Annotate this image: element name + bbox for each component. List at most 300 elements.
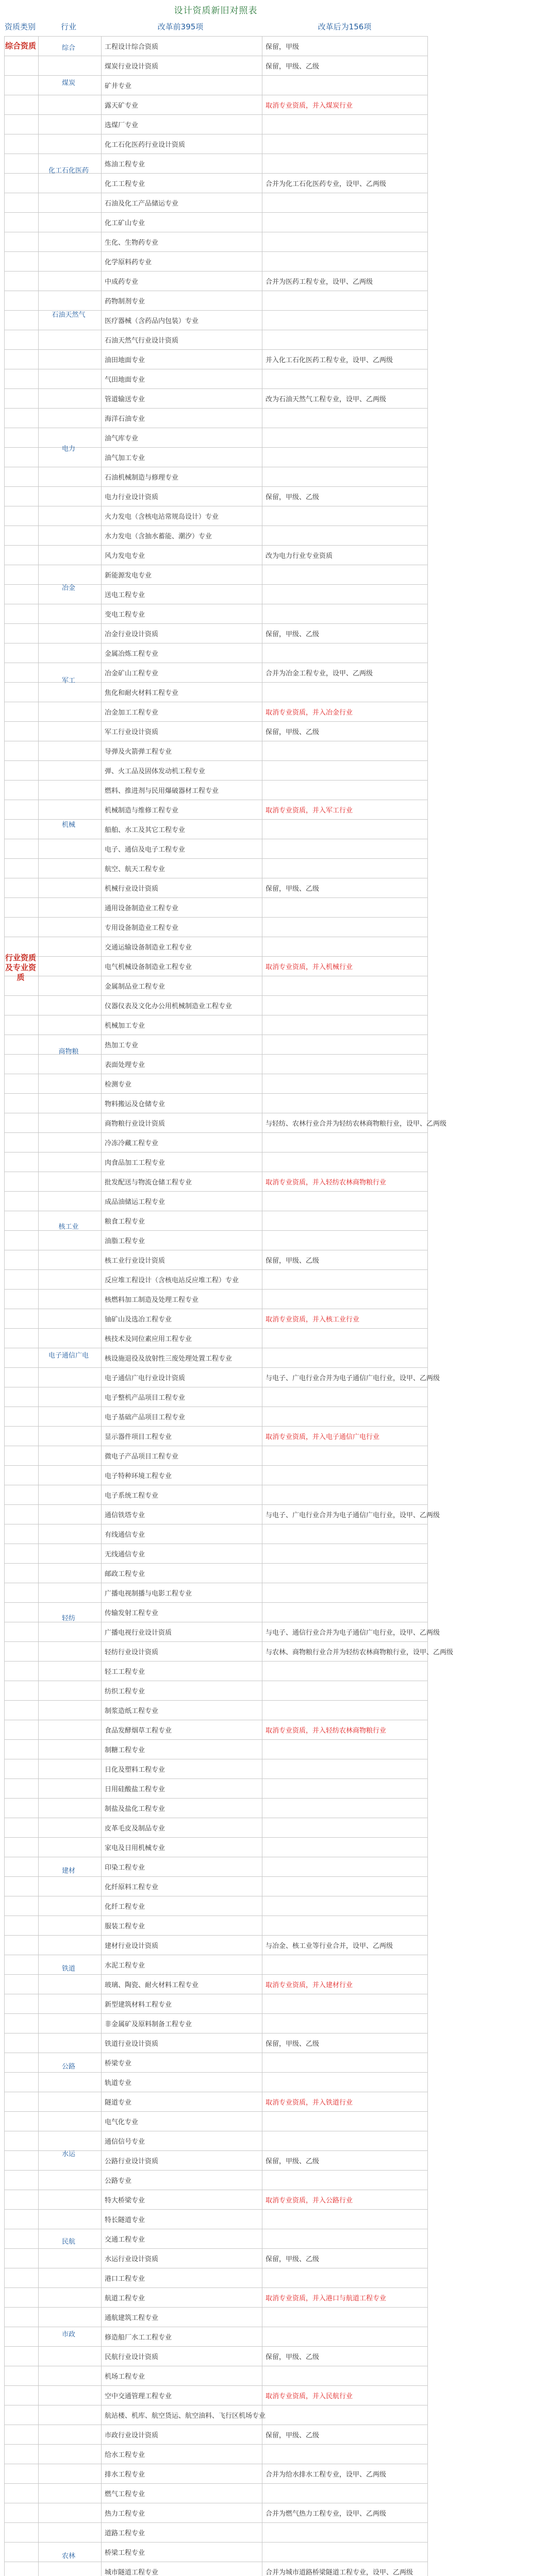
category-cell xyxy=(5,1779,39,1799)
table-row xyxy=(5,232,428,252)
new-qualification-cell: 取消专业资质，并入电子通信广电行业 xyxy=(262,1427,428,1446)
new-qualification-cell xyxy=(262,820,428,839)
table-row xyxy=(5,115,428,134)
table-row xyxy=(5,1485,428,1505)
industry-cell xyxy=(39,1896,102,1916)
new-qualification-cell: 改为电力行业专业资质 xyxy=(262,546,428,565)
old-qualification-cell: 无线通信专业 xyxy=(102,1544,262,1564)
table-row xyxy=(5,291,428,311)
industry-cell xyxy=(39,1074,102,1094)
industry-cell xyxy=(39,134,102,154)
header-new: 改革后为156项 xyxy=(318,22,372,31)
old-qualification-cell: 食品发酵烟草工程专业 xyxy=(102,1720,262,1740)
old-qualification-cell: 轻纺行业设计资质 xyxy=(102,1642,262,1662)
category-cell xyxy=(5,1524,39,1544)
category-cell xyxy=(5,820,39,839)
new-qualification-cell xyxy=(262,506,428,526)
table-row xyxy=(5,389,428,409)
table-row xyxy=(5,2112,428,2131)
category-cell xyxy=(5,1015,39,1035)
category-cell xyxy=(5,585,39,604)
new-qualification-cell: 取消专业资质，并入港口与航道工程专业 xyxy=(262,2288,428,2308)
industry-label: 化工石化医药 xyxy=(48,167,89,175)
table-row xyxy=(5,683,428,702)
old-qualification-cell: 冶金矿山工程专业 xyxy=(102,663,262,683)
table-row xyxy=(5,2092,428,2112)
category-cell xyxy=(5,369,39,389)
new-qualification-cell xyxy=(262,448,428,467)
category-cell xyxy=(5,2308,39,2327)
category-cell xyxy=(5,2229,39,2249)
industry-cell xyxy=(39,350,102,369)
new-qualification-cell xyxy=(262,428,428,448)
new-qualification-cell: 与电子、广电行业合并为电子通信广电行业，设甲、乙两级 xyxy=(262,1505,428,1524)
category-cell xyxy=(5,781,39,800)
industry-cell xyxy=(39,957,102,976)
industry-cell xyxy=(39,1172,102,1192)
new-qualification-cell xyxy=(262,2073,428,2092)
old-qualification-cell: 道路工程专业 xyxy=(102,2523,262,2543)
category-cell xyxy=(5,115,39,134)
category-cell xyxy=(5,878,39,898)
industry-cell xyxy=(39,918,102,937)
table-row xyxy=(5,996,428,1015)
table-row xyxy=(5,2073,428,2092)
industry-cell xyxy=(39,898,102,918)
industry-cell xyxy=(39,2092,102,2112)
category-cell xyxy=(5,2151,39,2171)
new-qualification-cell xyxy=(262,2523,428,2543)
old-qualification-cell: 显示器件项目工程专业 xyxy=(102,1427,262,1446)
table-row xyxy=(5,643,428,663)
industry-cell xyxy=(39,2484,102,2503)
category-cell xyxy=(5,1113,39,1133)
industry-label: 石油天然气 xyxy=(52,311,86,319)
new-qualification-cell xyxy=(262,467,428,487)
table-row xyxy=(5,741,428,761)
old-qualification-cell: 化纤工程专业 xyxy=(102,1896,262,1916)
category-cell xyxy=(5,1544,39,1564)
category-cell xyxy=(5,272,39,291)
new-qualification-cell xyxy=(262,1290,428,1309)
category-cell xyxy=(5,2210,39,2229)
category-cell xyxy=(5,1290,39,1309)
new-qualification-cell: 保留，甲级、乙级 xyxy=(262,2347,428,2366)
new-qualification-cell: 保留，甲级、乙级 xyxy=(262,2033,428,2053)
category-cell xyxy=(5,1622,39,1642)
old-qualification-cell: 特大桥梁专业 xyxy=(102,2190,262,2210)
table-row xyxy=(5,2347,428,2366)
industry-cell xyxy=(39,1407,102,1427)
new-qualification-cell xyxy=(262,1387,428,1407)
category-cell xyxy=(5,2092,39,2112)
table-row xyxy=(5,1720,428,1740)
new-qualification-cell xyxy=(262,1896,428,1916)
category-cell xyxy=(5,1407,39,1427)
old-qualification-cell: 广播电视制播与电影工程专业 xyxy=(102,1583,262,1603)
industry-cell xyxy=(39,193,102,213)
new-qualification-cell xyxy=(262,134,428,154)
old-qualification-cell: 城市隧道工程专业 xyxy=(102,2562,262,2576)
industry-cell xyxy=(39,1446,102,1466)
table-row xyxy=(5,2171,428,2190)
table-row xyxy=(5,2445,428,2464)
industry-label: 军工 xyxy=(61,677,75,685)
category-cell xyxy=(5,2347,39,2366)
table-row xyxy=(5,957,428,976)
industry-cell xyxy=(39,546,102,565)
industry-cell xyxy=(39,487,102,506)
new-qualification-cell xyxy=(262,1544,428,1564)
old-qualification-cell: 中成药专业 xyxy=(102,272,262,291)
new-qualification-cell xyxy=(262,2484,428,2503)
category-cell xyxy=(5,1818,39,1838)
new-qualification-cell xyxy=(262,1779,428,1799)
old-qualification-cell: 军工行业设计资质 xyxy=(102,722,262,741)
industry-cell xyxy=(39,859,102,878)
category-cell xyxy=(5,1094,39,1113)
old-qualification-cell: 排水工程专业 xyxy=(102,2464,262,2484)
category-cell xyxy=(5,702,39,722)
table-row xyxy=(5,761,428,781)
new-qualification-cell xyxy=(262,2308,428,2327)
industry-label: 核工业 xyxy=(58,1223,79,1231)
category-cell xyxy=(5,1603,39,1622)
category-cell xyxy=(5,1681,39,1701)
industry-cell xyxy=(39,389,102,409)
old-qualification-cell: 建材行业设计资质 xyxy=(102,1936,262,1955)
category-cell xyxy=(5,1642,39,1662)
industry-cell xyxy=(39,565,102,585)
category-cell xyxy=(5,800,39,820)
new-qualification-cell xyxy=(262,115,428,134)
new-qualification-cell xyxy=(262,2268,428,2288)
header-industry: 行业 xyxy=(60,22,76,31)
old-qualification-cell: 冷冻冷藏工程专业 xyxy=(102,1133,262,1153)
old-qualification-cell: 专用设备制造业工程专业 xyxy=(102,918,262,937)
industry-cell xyxy=(39,1466,102,1485)
old-qualification-cell: 工程设计综合资质 xyxy=(102,37,262,56)
new-qualification-cell: 保留，甲级 xyxy=(262,37,428,56)
industry-cell xyxy=(39,1133,102,1153)
table-row xyxy=(5,2249,428,2268)
table-row xyxy=(5,1290,428,1309)
industry-cell xyxy=(39,683,102,702)
old-qualification-cell: 轨道专业 xyxy=(102,2073,262,2092)
industry-cell xyxy=(39,1250,102,1270)
industry-label: 机械 xyxy=(61,821,75,829)
old-qualification-cell: 电气化专业 xyxy=(102,2112,262,2131)
category-cell xyxy=(5,565,39,585)
category-cell xyxy=(5,1799,39,1818)
category-cell xyxy=(5,741,39,761)
old-qualification-cell: 特长隧道专业 xyxy=(102,2210,262,2229)
category-cell xyxy=(5,2562,39,2576)
old-qualification-cell: 纺织工程专业 xyxy=(102,1681,262,1701)
category-cell xyxy=(5,2464,39,2484)
table-row xyxy=(5,330,428,350)
old-qualification-cell: 油田地面专业 xyxy=(102,350,262,369)
table-row xyxy=(5,1192,428,1211)
industry-label: 农林 xyxy=(61,2552,75,2560)
industry-cell xyxy=(39,291,102,311)
old-qualification-cell: 家电及日用机械专业 xyxy=(102,1838,262,1857)
table-row xyxy=(5,1701,428,1720)
category-cell xyxy=(5,996,39,1015)
table-row xyxy=(5,2014,428,2033)
category-cell xyxy=(5,1368,39,1387)
old-qualification-cell: 批发配送与物流仓储工程专业 xyxy=(102,1172,262,1192)
old-qualification-cell: 制糖工程专业 xyxy=(102,1740,262,1759)
category-cell xyxy=(5,526,39,546)
table-row xyxy=(5,1681,428,1701)
category-cell xyxy=(5,350,39,369)
old-qualification-cell: 生化、生物药专业 xyxy=(102,232,262,252)
new-qualification-cell xyxy=(262,741,428,761)
new-qualification-cell xyxy=(262,1583,428,1603)
old-qualification-cell: 化学原料药专业 xyxy=(102,252,262,272)
category-cell xyxy=(5,663,39,683)
category-cell xyxy=(5,1387,39,1407)
table-row xyxy=(5,1994,428,2014)
new-qualification-cell xyxy=(262,2210,428,2229)
industry-cell xyxy=(39,2386,102,2405)
new-qualification-cell xyxy=(262,1485,428,1505)
industry-cell xyxy=(39,2131,102,2151)
new-qualification-cell: 取消专业资质，并入铁道行业 xyxy=(262,2092,428,2112)
table-row xyxy=(5,1564,428,1583)
table-row xyxy=(5,1368,428,1387)
new-qualification-cell xyxy=(262,526,428,546)
table-row xyxy=(5,2131,428,2151)
table-row xyxy=(5,174,428,193)
industry-cell xyxy=(39,1505,102,1524)
new-qualification-cell xyxy=(262,311,428,330)
table-row xyxy=(5,134,428,154)
new-qualification-cell: 取消专业资质，并入公路行业 xyxy=(262,2190,428,2210)
industry-label: 商物粮 xyxy=(58,1048,79,1056)
industry-cell xyxy=(39,2445,102,2464)
category-cell xyxy=(5,1994,39,2014)
category-cell xyxy=(5,2131,39,2151)
category-cell xyxy=(5,1701,39,1720)
category-cell xyxy=(5,56,39,76)
new-qualification-cell: 取消专业资质，并入煤炭行业 xyxy=(262,95,428,115)
new-qualification-cell: 合并为化工石化医药专业，设甲、乙两级 xyxy=(262,174,428,193)
new-qualification-cell xyxy=(262,1994,428,2014)
category-label: 行业资质及专业资质 xyxy=(5,953,37,982)
category-cell xyxy=(5,232,39,252)
industry-cell xyxy=(39,1759,102,1779)
industry-cell xyxy=(39,1877,102,1896)
industry-cell xyxy=(39,1270,102,1290)
category-cell xyxy=(5,1133,39,1153)
old-qualification-cell: 给水工程专业 xyxy=(102,2445,262,2464)
category-cell xyxy=(5,2112,39,2131)
category-cell xyxy=(5,1153,39,1172)
category-cell xyxy=(5,1740,39,1759)
industry-cell xyxy=(39,2308,102,2327)
category-cell xyxy=(5,1759,39,1779)
industry-cell xyxy=(39,1055,102,1074)
old-qualification-cell: 冶金加工工程专业 xyxy=(102,702,262,722)
old-qualification-cell: 玻璃、陶瓷、耐火材料工程专业 xyxy=(102,1975,262,1994)
table-row xyxy=(5,1936,428,1955)
industry-cell xyxy=(39,1818,102,1838)
category-cell xyxy=(5,467,39,487)
new-qualification-cell xyxy=(262,1407,428,1427)
table-row xyxy=(5,1172,428,1192)
table-row xyxy=(5,1015,428,1035)
category-cell xyxy=(5,487,39,506)
old-qualification-cell: 冶金行业设计资质 xyxy=(102,624,262,643)
old-qualification-cell: 弹、火工品及固体发动机工程专业 xyxy=(102,761,262,781)
table-row xyxy=(5,95,428,115)
old-qualification-cell: 通用设备制造业工程专业 xyxy=(102,898,262,918)
industry-cell xyxy=(39,506,102,526)
industry-cell xyxy=(39,2562,102,2576)
industry-cell xyxy=(39,1975,102,1994)
old-qualification-cell: 航道工程专业 xyxy=(102,2288,262,2308)
industry-cell xyxy=(39,722,102,741)
category-cell xyxy=(5,1662,39,1681)
table-row xyxy=(5,722,428,741)
category-cell xyxy=(5,1055,39,1074)
table-row xyxy=(5,409,428,428)
new-qualification-cell: 取消专业资质，并入核工业行业 xyxy=(262,1309,428,1329)
industry-cell xyxy=(39,1720,102,1740)
industry-label: 公路 xyxy=(61,2063,75,2071)
old-qualification-cell: 商物粮行业设计资质 xyxy=(102,1113,262,1133)
new-qualification-cell xyxy=(262,918,428,937)
old-qualification-cell: 检测专业 xyxy=(102,1074,262,1094)
new-qualification-cell xyxy=(262,1916,428,1936)
category-cell xyxy=(5,1975,39,1994)
new-qualification-cell xyxy=(262,232,428,252)
table-row xyxy=(5,2033,428,2053)
old-qualification-cell: 热加工专业 xyxy=(102,1035,262,1055)
old-qualification-cell: 成品油储运工程专业 xyxy=(102,1192,262,1211)
category-cell xyxy=(5,2327,39,2347)
old-qualification-cell: 市政行业设计资质 xyxy=(102,2425,262,2445)
industry-cell xyxy=(39,2268,102,2288)
table-row xyxy=(5,526,428,546)
industry-cell xyxy=(39,1113,102,1133)
industry-cell xyxy=(39,2405,102,2425)
table-row xyxy=(5,1094,428,1113)
table-row xyxy=(5,2484,428,2503)
industry-cell xyxy=(39,781,102,800)
category-cell xyxy=(5,898,39,918)
table-row xyxy=(5,2562,428,2576)
industry-cell xyxy=(39,604,102,624)
category-cell xyxy=(5,1857,39,1877)
old-qualification-cell: 炼油工程专业 xyxy=(102,154,262,174)
table-row xyxy=(5,624,428,643)
industry-cell xyxy=(39,643,102,663)
new-qualification-cell xyxy=(262,1074,428,1094)
industry-cell xyxy=(39,2190,102,2210)
old-qualification-cell: 公路专业 xyxy=(102,2171,262,2190)
new-qualification-cell xyxy=(262,1035,428,1055)
new-qualification-cell xyxy=(262,213,428,232)
new-qualification-cell xyxy=(262,330,428,350)
category-cell xyxy=(5,213,39,232)
industry-cell xyxy=(39,1192,102,1211)
new-qualification-cell xyxy=(262,2543,428,2562)
category-cell xyxy=(5,2445,39,2464)
new-qualification-cell xyxy=(262,2229,428,2249)
new-qualification-cell: 与电子、广电行业合并为电子通信广电行业，设甲、乙两级 xyxy=(262,1368,428,1387)
new-qualification-cell xyxy=(262,1094,428,1113)
table-row xyxy=(5,1133,428,1153)
old-qualification-cell: 电子基础产品项目工程专业 xyxy=(102,1407,262,1427)
old-qualification-cell: 电子系统工程专业 xyxy=(102,1485,262,1505)
page-title: 设计资质新旧对照表 xyxy=(174,6,258,16)
old-qualification-cell: 日化及塑料工程专业 xyxy=(102,1759,262,1779)
new-qualification-cell xyxy=(262,1564,428,1583)
table-row xyxy=(5,1662,428,1681)
industry-cell xyxy=(39,2171,102,2190)
table-row xyxy=(5,506,428,526)
category-cell xyxy=(5,252,39,272)
new-qualification-cell xyxy=(262,1446,428,1466)
new-qualification-cell: 合并为医药工程专业，设甲、乙两级 xyxy=(262,272,428,291)
industry-cell xyxy=(39,2112,102,2131)
category-label: 综合资质 xyxy=(5,41,37,50)
industry-cell xyxy=(39,878,102,898)
table-row xyxy=(5,1877,428,1896)
category-cell xyxy=(5,1877,39,1896)
old-qualification-cell: 机场工程专业 xyxy=(102,2366,262,2386)
industry-cell xyxy=(39,2503,102,2523)
old-qualification-cell: 电力行业设计资质 xyxy=(102,487,262,506)
old-qualification-cell: 电气机械设备制造业工程专业 xyxy=(102,957,262,976)
category-cell xyxy=(5,1720,39,1740)
category-cell xyxy=(5,134,39,154)
new-qualification-cell xyxy=(262,1466,428,1485)
industry-cell xyxy=(39,1936,102,1955)
old-qualification-cell: 金属冶炼工程专业 xyxy=(102,643,262,663)
table-row xyxy=(5,1524,428,1544)
old-qualification-cell: 微电子产品项目工程专业 xyxy=(102,1446,262,1466)
category-cell xyxy=(5,1955,39,1975)
new-qualification-cell xyxy=(262,1055,428,1074)
industry-cell xyxy=(39,95,102,115)
old-qualification-cell: 矿井专业 xyxy=(102,76,262,95)
old-qualification-cell: 核工业行业设计资质 xyxy=(102,1250,262,1270)
old-qualification-cell: 医疗器械（含药品内包装）专业 xyxy=(102,311,262,330)
table-row xyxy=(5,859,428,878)
category-cell xyxy=(5,624,39,643)
table-row xyxy=(5,2268,428,2288)
table-row xyxy=(5,604,428,624)
new-qualification-cell: 保留，甲级、乙级 xyxy=(262,2249,428,2268)
new-qualification-cell: 合并为城市道路桥梁隧道工程专业，设甲、乙两级 xyxy=(262,2562,428,2576)
old-qualification-cell: 通信铁塔专业 xyxy=(102,1505,262,1524)
old-qualification-cell: 变电工程专业 xyxy=(102,604,262,624)
category-cell xyxy=(5,2171,39,2190)
table-row xyxy=(5,1466,428,1485)
category-cell xyxy=(5,1348,39,1368)
old-qualification-cell: 导弹及火箭弹工程专业 xyxy=(102,741,262,761)
old-qualification-cell: 公路行业设计资质 xyxy=(102,2151,262,2171)
industry-cell xyxy=(39,1583,102,1603)
category-cell xyxy=(5,1192,39,1211)
table-row xyxy=(5,2464,428,2484)
old-qualification-cell: 轻工工程专业 xyxy=(102,1662,262,1681)
old-qualification-cell: 油脂工程专业 xyxy=(102,1231,262,1250)
